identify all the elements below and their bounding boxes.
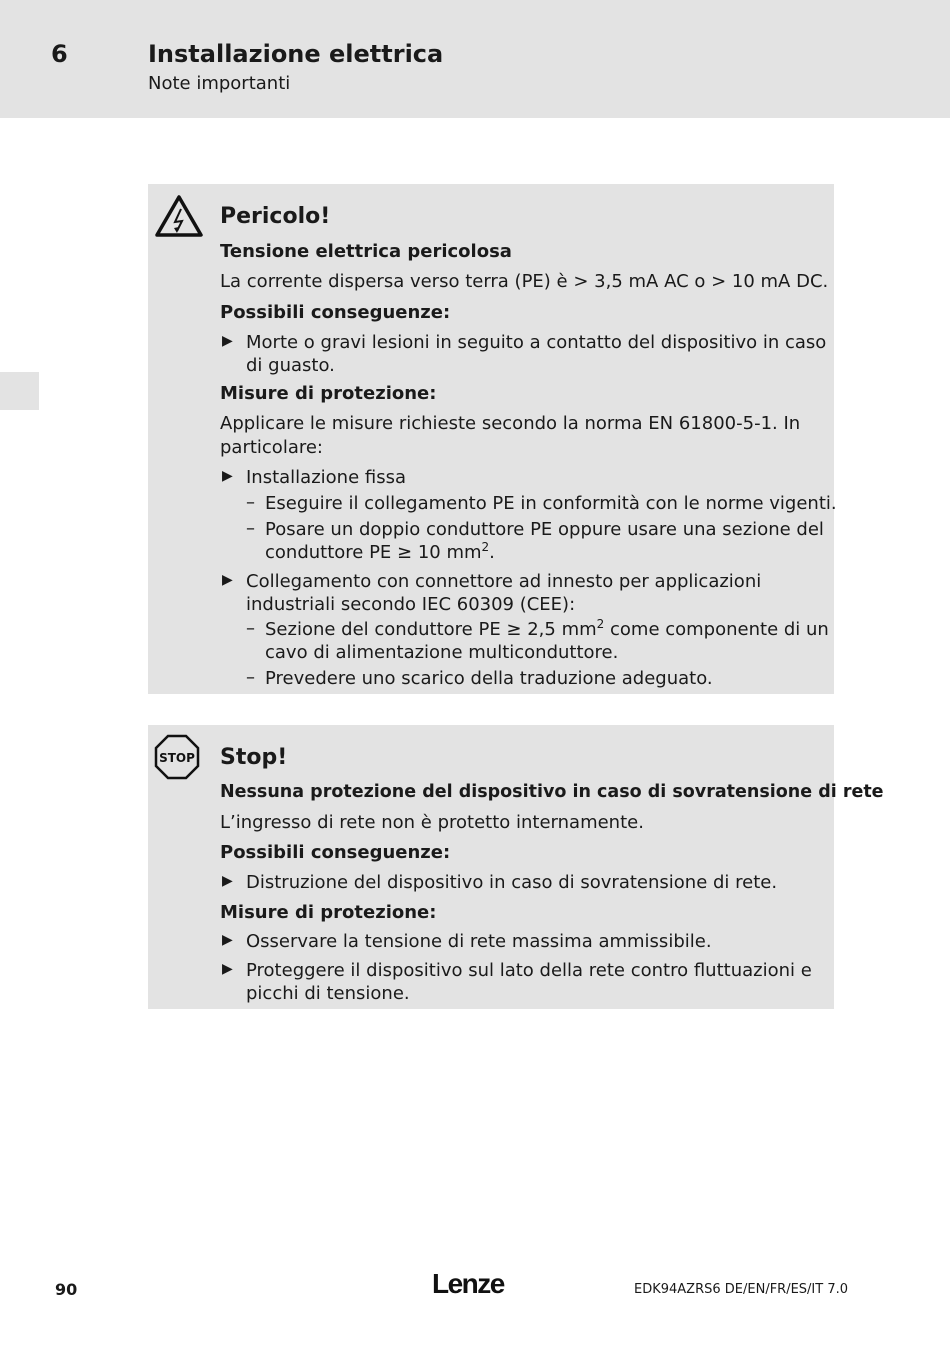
document-id: EDK94AZRS6 DE/EN/FR/ES/IT 7.0: [634, 1282, 849, 1297]
stop-title: Stop!: [220, 745, 288, 770]
dash-icon: –: [246, 518, 255, 539]
bullet-arrow-icon: ▶: [222, 873, 233, 889]
stop-sign-icon: [154, 734, 200, 784]
danger-notice-box: [148, 184, 837, 694]
lenze-logo: Lenze: [432, 1268, 504, 1299]
stop-consequence-1: Distruzione del dispositivo in caso di sovratensione di rete.: [246, 872, 778, 893]
danger-title: Pericolo!: [220, 204, 331, 229]
bullet-arrow-icon: ▶: [222, 333, 233, 349]
danger-consequence-line-1: Morte o gravi lesioni in seguito a contatto del dispositivo in caso: [246, 332, 827, 353]
danger-sub-4: Prevedere uno scarico della traduzione adeguato.: [265, 668, 713, 689]
danger-text: La corrente dispersa verso terra (PE) è > 3,5 mA AC o > 10 mA DC.: [220, 271, 829, 292]
side-chapter-tab: [0, 372, 39, 410]
stop-measure-2-line-2: picchi di tensione.: [246, 983, 410, 1004]
chapter-title: Installazione elettrica: [148, 40, 444, 68]
bullet-arrow-icon: ▶: [222, 468, 233, 484]
svg-text:STOP: STOP: [159, 751, 195, 765]
danger-measures-label: Misure di protezione:: [220, 383, 437, 404]
danger-bullet-2-line-1: Collegamento con connettore ad innesto per applicazioni: [246, 571, 762, 592]
bullet-arrow-icon: ▶: [222, 572, 233, 588]
high-voltage-warning-icon: [154, 194, 204, 242]
danger-measures-line-2: particolare:: [220, 437, 323, 458]
stop-text: L’ingresso di rete non è protetto internamente.: [220, 812, 644, 833]
dash-icon: –: [246, 667, 255, 688]
chapter-subtitle: Note importanti: [148, 73, 291, 94]
danger-sub-1: Eseguire il collegamento PE in conformità con le norme vigenti.: [265, 493, 837, 514]
danger-sub-2-line-2: conduttore PE ≥ 10 $mm^2$.: [265, 540, 495, 563]
dash-icon: –: [246, 492, 255, 513]
danger-sub-3-line-1: Sezione del conduttore PE ≥ 2,5 $mm^2$ come componente di un: [265, 617, 829, 640]
stop-subheading: Nessuna protezione del dispositivo in caso di sovratensione di rete: [220, 782, 884, 802]
stop-consequences-label: Possibili conseguenze:: [220, 842, 451, 863]
danger-subheading: Tensione elettrica pericolosa: [220, 241, 512, 262]
stop-measure-2-line-1: Proteggere il dispositivo sul lato della rete contro fluttuazioni e: [246, 960, 812, 981]
chapter-number: 6: [51, 40, 68, 68]
stop-measure-1: Osservare la tensione di rete massima ammissibile.: [246, 931, 712, 952]
page-number: 90: [55, 1280, 78, 1299]
danger-bullet-1: Installazione fissa: [246, 467, 407, 488]
danger-bullet-2-line-2: industriali secondo IEC 60309 (CEE):: [246, 594, 576, 615]
page-header: [0, 0, 950, 118]
stop-notice-box: [148, 725, 884, 1009]
danger-sub-3-line-2: cavo di alimentazione multiconduttore.: [265, 642, 619, 663]
dash-icon: –: [246, 618, 255, 639]
danger-sub-2-line-1: Posare un doppio conduttore PE oppure usare una sezione del: [265, 519, 824, 540]
bullet-arrow-icon: ▶: [222, 932, 233, 948]
stop-measures-label: Misure di protezione:: [220, 902, 437, 923]
bullet-arrow-icon: ▶: [222, 961, 233, 977]
danger-consequences-label: Possibili conseguenze:: [220, 302, 451, 323]
danger-measures-line-1: Applicare le misure richieste secondo la norma EN 61800-5-1. In: [220, 413, 801, 434]
danger-consequence-line-2: di guasto.: [246, 355, 335, 376]
